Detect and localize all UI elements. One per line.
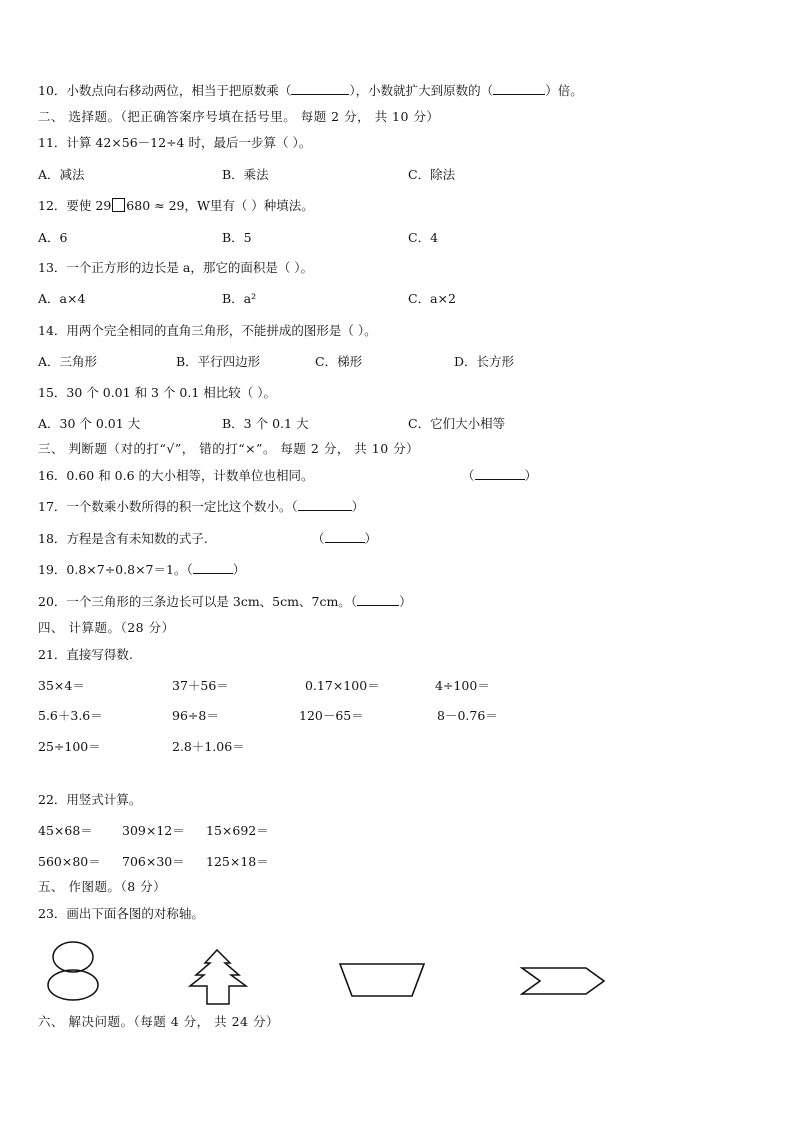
q14-option-b[interactable]: B．平行四边形 bbox=[176, 354, 261, 369]
q11-option-c[interactable]: C．除法 bbox=[408, 167, 456, 182]
answer-blank[interactable] bbox=[325, 531, 365, 543]
section-6-heading: 六、 解决问题。（每题 4 分， 共 24 分） bbox=[38, 1014, 279, 1029]
answer-blank[interactable] bbox=[475, 468, 525, 480]
calc-item: 2.8＋1.06＝ bbox=[172, 739, 245, 754]
tree-arrow-shape[interactable] bbox=[186, 948, 248, 1006]
paren-open: （ bbox=[312, 531, 325, 546]
question-15: 15．30 个 0.01 和 3 个 0.1 相比较（ ）。 bbox=[38, 385, 277, 400]
vertical-calc-item: 706×30＝ bbox=[122, 854, 185, 869]
vertical-calc-item: 15×692＝ bbox=[206, 823, 269, 838]
q12-option-c[interactable]: C．4 bbox=[408, 230, 439, 245]
paren-close: ） bbox=[364, 531, 378, 546]
section-5-heading: 五、 作图题。（8 分） bbox=[38, 879, 167, 894]
calc-item: 25÷100＝ bbox=[38, 739, 101, 754]
paren-close: ） bbox=[524, 468, 538, 483]
q10-text-a: 10．小数点向右移动两位，相当于把原数乘（ bbox=[38, 83, 292, 98]
calc-item: 96÷8＝ bbox=[172, 708, 219, 723]
vertical-calc-item: 309×12＝ bbox=[122, 823, 185, 838]
q16-answer bbox=[462, 468, 537, 484]
q13-option-b[interactable]: B．a² bbox=[222, 291, 257, 306]
q17-text: 17．一个数乘小数所得的积一定比这个数小。（ bbox=[38, 499, 298, 514]
q14-option-a[interactable]: A．三角形 bbox=[38, 354, 98, 369]
question-21-title: 21．直接写得数. bbox=[38, 647, 133, 662]
vertical-calc-item: 560×80＝ bbox=[38, 854, 101, 869]
question-13: 13．一个正方形的边长是 a，那它的面积是（ ）。 bbox=[38, 260, 314, 275]
paren-close: ） bbox=[351, 499, 365, 514]
section-3-heading: 三、 判断题（对的打“√”， 错的打“×”。 每题 2 分， 共 10 分） bbox=[38, 441, 420, 456]
trapezoid-shape[interactable] bbox=[336, 960, 428, 1000]
question-17 bbox=[38, 499, 364, 515]
question-22-title: 22．用竖式计算。 bbox=[38, 792, 142, 807]
paren-close: ） bbox=[232, 562, 246, 577]
question-20 bbox=[38, 594, 412, 610]
q19-text: 19．0.8×7÷0.8×7＝1。（ bbox=[38, 562, 193, 577]
calc-item: 8－0.76＝ bbox=[437, 708, 498, 723]
q12-option-a[interactable]: A．6 bbox=[38, 230, 68, 245]
question-18: 18．方程是含有未知数的式子. bbox=[38, 531, 208, 546]
answer-blank[interactable] bbox=[357, 594, 399, 606]
question-19 bbox=[38, 562, 245, 578]
q20-text: 20．一个三角形的三条边长可以是 3cm、5cm、7cm。（ bbox=[38, 594, 358, 609]
question-14: 14．用两个完全相同的直角三角形，不能拼成的图形是（ ）。 bbox=[38, 323, 377, 338]
q14-option-d[interactable]: D．长方形 bbox=[454, 354, 515, 369]
calc-item: 4÷100＝ bbox=[435, 678, 490, 693]
chevron-shape[interactable] bbox=[518, 964, 608, 998]
q11-option-b[interactable]: B．乘法 bbox=[222, 167, 269, 182]
paren-close: ） bbox=[399, 594, 412, 609]
figure-eight-shape[interactable] bbox=[44, 940, 104, 1002]
q11-option-a[interactable]: A．减法 bbox=[38, 167, 85, 182]
q10-text-b: ），小数就扩大到原数的（ bbox=[349, 83, 494, 98]
answer-blank[interactable] bbox=[298, 499, 352, 511]
answer-blank[interactable] bbox=[291, 83, 349, 95]
q15-option-a[interactable]: A．30 个 0.01 大 bbox=[38, 416, 141, 431]
q15-option-b[interactable]: B．3 个 0.1 大 bbox=[222, 416, 309, 431]
digit-box bbox=[112, 198, 125, 212]
q13-option-a[interactable]: A．a×4 bbox=[38, 291, 86, 306]
question-11: 11．计算 42×56－12÷4 时，最后一步算（ ）。 bbox=[38, 135, 312, 150]
q12-text-a: 12．要使 29 bbox=[38, 198, 112, 213]
question-23-title: 23．画出下面各图的对称轴。 bbox=[38, 906, 204, 921]
calc-item: 5.6＋3.6＝ bbox=[38, 708, 103, 723]
q10-text-c: ）倍。 bbox=[545, 83, 583, 98]
vertical-calc-item: 125×18＝ bbox=[206, 854, 269, 869]
section-2-heading: 二、 选择题。（把正确答案序号填在括号里。 每题 2 分， 共 10 分） bbox=[38, 109, 440, 124]
question-16: 16．0.60 和 0.6 的大小相等，计数单位也相同。 bbox=[38, 468, 314, 483]
calc-item: 0.17×100＝ bbox=[305, 678, 380, 693]
answer-blank[interactable] bbox=[493, 83, 545, 95]
calc-item: 120－65＝ bbox=[299, 708, 364, 723]
calc-item: 35×4＝ bbox=[38, 678, 85, 693]
q12-text-b: 680 ≈ 29，W里有（ ）种填法。 bbox=[126, 198, 314, 213]
paren-open: （ bbox=[462, 468, 475, 483]
q12-option-b[interactable]: B．5 bbox=[222, 230, 252, 245]
question-10 bbox=[38, 83, 583, 99]
q14-option-c[interactable]: C．梯形 bbox=[315, 354, 363, 369]
q13-option-c[interactable]: C．a×2 bbox=[408, 291, 456, 306]
q15-option-c[interactable]: C．它们大小相等 bbox=[408, 416, 506, 431]
section-4-heading: 四、 计算题。（28 分） bbox=[38, 620, 175, 635]
vertical-calc-item: 45×68＝ bbox=[38, 823, 93, 838]
answer-blank[interactable] bbox=[193, 562, 233, 574]
q18-answer bbox=[312, 531, 377, 547]
calc-item: 37＋56＝ bbox=[172, 678, 229, 693]
question-12 bbox=[38, 198, 314, 214]
